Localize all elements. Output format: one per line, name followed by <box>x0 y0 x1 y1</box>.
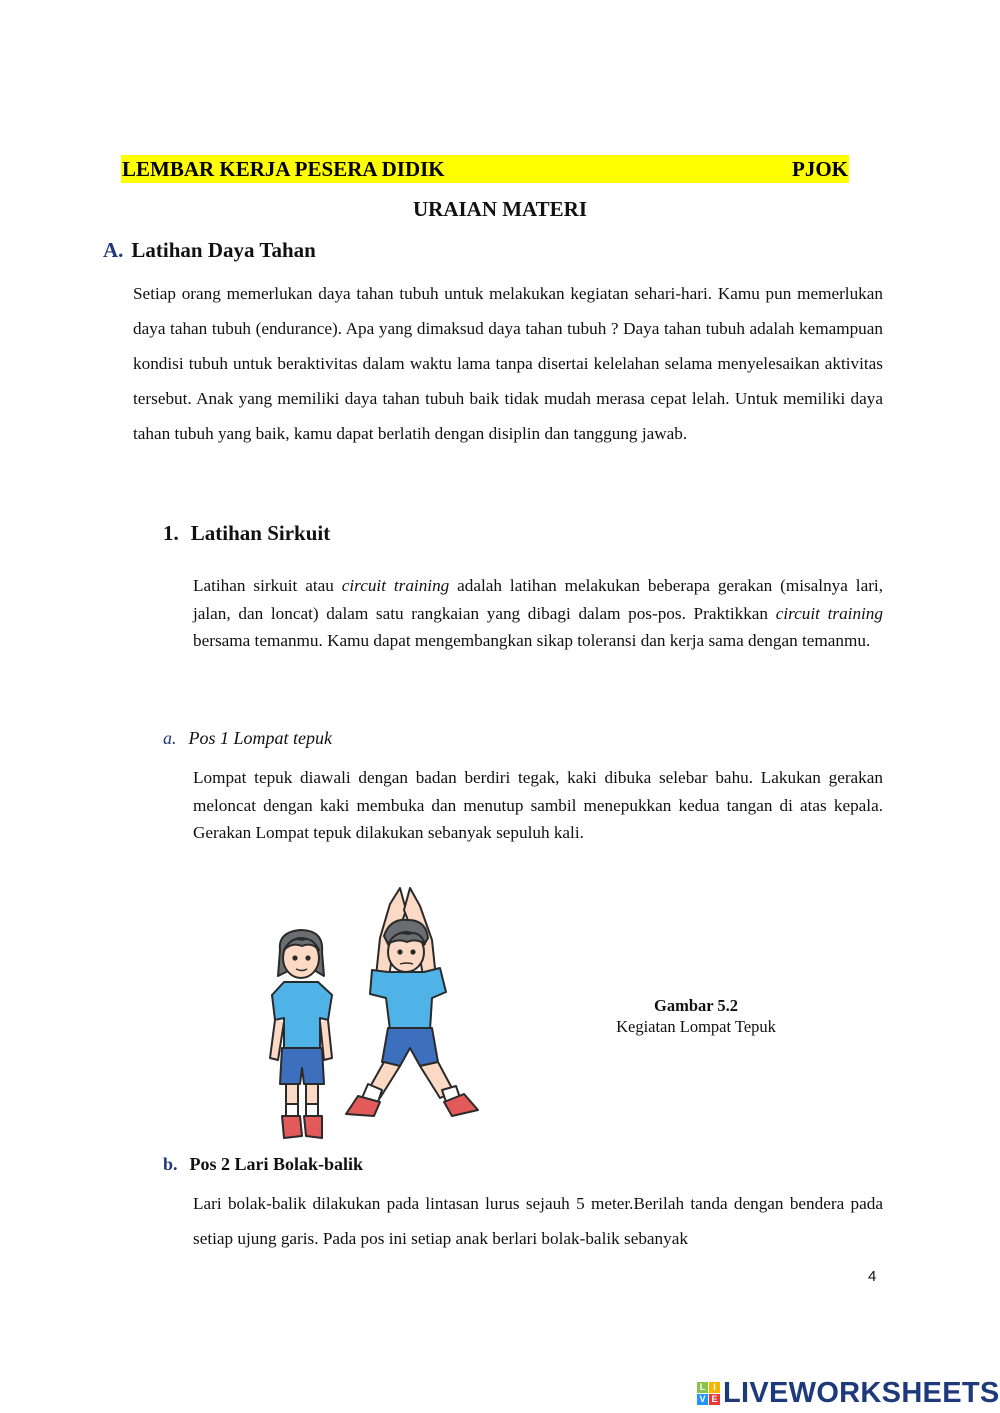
section-a-paragraph: Setiap orang memerlukan daya tahan tubuh untuk melakukan kegiatan sehari-hari. Kamu pun memerlukan daya tahan tubuh (endurance). Apa yang dimaksud daya tahan tubuh ? Daya tahan tubuh adalah kemampuan kondisi tubuh untuk beraktivitas dalam waktu lama tanpa disertai kelelahan selama menyelesaikan aktivitas tersebut. Anak yang memiliki daya tahan tubuh baik tidak mudah merasa cepat lelah. Untuk memiliki daya tahan tubuh yang baik, kamu dapat berlatih dengan disiplin dan tanggung jawab. <box>133 284 883 443</box>
section-a-heading <box>103 238 316 263</box>
logo-tile: L <box>697 1382 708 1393</box>
section-title: Latihan Daya Tahan <box>131 238 316 262</box>
subsection-1-paragraph <box>193 572 883 655</box>
page-title: URAIAN MATERI <box>412 197 588 221</box>
italic-term: circuit training <box>775 603 883 623</box>
item-b-heading <box>163 1154 363 1175</box>
item-a-paragraph: Lompat tepuk diawali dengan badan berdiri tegak, kaki dibuka selebar bahu. Lakukan gerakan meloncat dengan kaki membuka dan menutup sambil menepukkan kedua tangan di atas kepala. Gerakan Lompat tepuk dilakukan sebanyak sepuluh kali. <box>193 768 883 842</box>
italic-term: circuit training <box>341 576 450 595</box>
item-marker: a. <box>163 728 177 748</box>
logo-tile: V <box>697 1394 708 1405</box>
liveworksheets-logo <box>697 1377 1000 1410</box>
jumping-jack-illustration <box>262 880 502 1145</box>
text-run: adalah latihan melakukan beberapa gerakan (misalnya lari, jalan, dan loncat) dalam satu rangkaian yang dibagi dalam pos-pos. Praktikkan <box>193 576 883 623</box>
logo-tile: E <box>709 1394 720 1405</box>
boy-figure <box>346 888 478 1116</box>
item-a-heading <box>163 728 332 749</box>
item-title: Pos 2 Lari Bolak-balik <box>189 1154 364 1174</box>
item-title: Pos 1 Lompat tepuk <box>188 728 332 748</box>
text-run: Latihan sirkuit atau <box>193 576 342 595</box>
section-marker: A. <box>103 238 124 262</box>
figure-caption <box>596 995 796 1037</box>
logo-text: LIVEWORKSHEETS <box>723 1377 1000 1409</box>
worksheet-title: LEMBAR KERJA PESERA DIDIK <box>122 156 445 181</box>
subsection-1-heading <box>163 521 330 546</box>
header-bar <box>121 155 849 183</box>
item-b-paragraph: Lari bolak-balik dilakukan pada lintasan lurus sejauh 5 meter.Berilah tanda dengan bendera pada setiap ujung garis. Pada pos ini setiap anak berlari bolak-balik sebanyak <box>193 1194 883 1248</box>
subject-label: PJOK <box>792 156 848 181</box>
girl-figure <box>270 930 332 1138</box>
item-marker: b. <box>163 1154 178 1174</box>
figure-caption-text: Kegiatan Lompat Tepuk <box>616 1017 776 1036</box>
text-run: bersama temanmu. Kamu dapat mengembangkan sikap toleransi dan kerja sama dengan temanmu. <box>193 631 871 650</box>
page-number: 4 <box>868 1268 877 1285</box>
figure-label: Gambar 5.2 <box>653 996 739 1015</box>
subsection-marker: 1. <box>163 521 179 545</box>
subsection-title: Latihan Sirkuit <box>190 521 331 545</box>
logo-tiles-icon <box>697 1382 720 1405</box>
logo-tile: I <box>709 1382 720 1393</box>
